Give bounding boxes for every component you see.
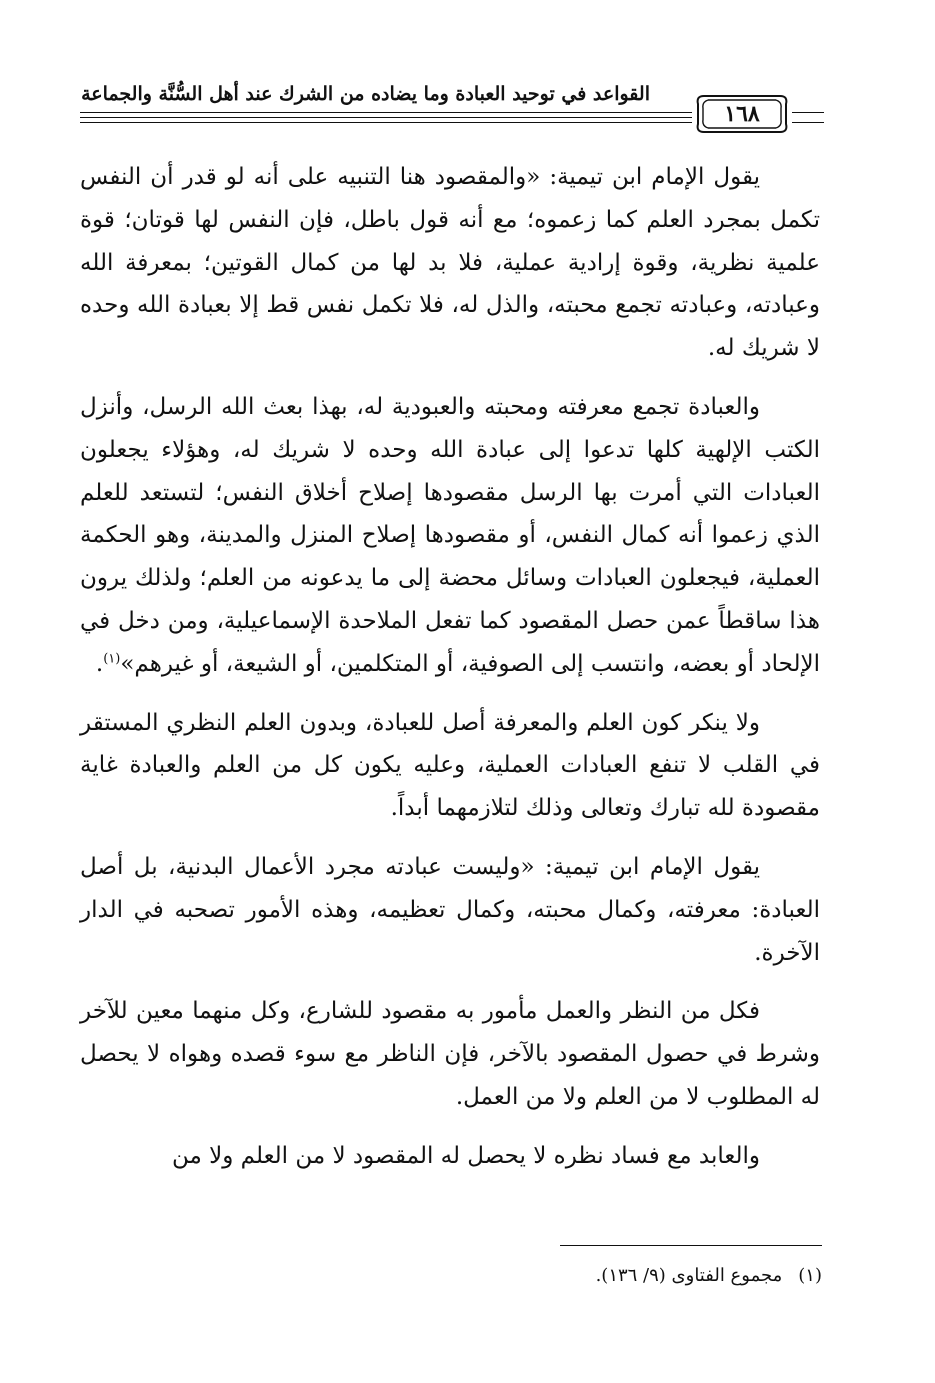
paragraph-end-mark: . (95, 650, 104, 677)
paragraph: ولا ينكر كون العلم والمعرفة أصل للعبادة، وبدون العلم النظري المستقر في القلب لا تنفع العبادات العملية، وعليه يكون كل من العلم والعبادة غاية مقصودة لله تبارك وتعالى وذلك لتلازمهما أبداً. (80, 709, 820, 822)
paragraph: فكل من النظر والعمل مأمور به مقصود للشارع، وكل منهما معين للآخر وشرط في حصول المقصود بالآخر، فإن الناظر مع سوء قصده وهواه لا يحصل له المطلوب لا من العلم ولا من العمل. (80, 998, 820, 1110)
header-rule (80, 122, 692, 123)
paragraph: يقول الإمام ابن تيمية: «وليست عبادته مجرد الأعمال البدنية، بل أصل العبادة: معرفته، وكمال محبته، وكمال تعظيمه، وهذه الأمور تصحبه في الدار الآخرة. (80, 853, 820, 966)
paragraph: والعابد مع فساد نظره لا يحصل له المقصود لا من العلم ولا من (171, 1142, 760, 1169)
header-rule-end (792, 122, 824, 123)
footnote-text: مجموع الفتاوى (٩/ ١٣٦). (595, 1265, 783, 1286)
running-title: القواعد في توحيد العبادة وما يضاده من الشرك عند أهل السُّنَّة والجماعة (81, 83, 650, 105)
footnote-reference: (١) (103, 651, 121, 667)
page-number: ١٦٨ (724, 101, 760, 127)
header-rule (80, 112, 692, 113)
header-rule-end (792, 112, 824, 113)
paragraph (80, 386, 820, 686)
footnote-separator (560, 1245, 822, 1246)
header-rule (80, 117, 692, 118)
paragraph: يقول الإمام ابن تيمية: «والمقصود هنا التنبيه على أنه لو قدر أن النفس تكمل بمجرد العلم كما زعموه؛ مع أنه قول باطل، فإن النفس لها قوتان؛ قوة علمية نظرية، وقوة إرادية عملية، فلا بد لها من كمال القوتين؛ بمعرفة الله وعبادته، وعبادته تجمع محبته، والذل له، فلا تكمل نفس قط إلا بعبادة الله وحده لا شريك له. (80, 164, 820, 362)
paragraph-text: والعبادة تجمع معرفته ومحبته والعبودية له، بهذا بعث الله الرسل، وأنزل الكتب الإلهية كلها تدعوا إلى عبادة الله وحده لا شريك له، وهؤلاء يجعلون العبادات التي أمرت بها الرسل مقصودها إصلاح أخلاق النفس؛ لتستعد للعلم الذي زعموا أنه كمال النفس، أو مقصودها إصلاح المنزل والمدينة، وهو الحكمة العملية، فيجعلون العبادات وسائل محضة إلى ما يدعونه من العلم؛ ولذلك يرون هذا ساقطاً عمن حصل المقصود كما تفعل الملاحدة الإسماعيلية، ومن دخل في الإلحاد أو بعضه، وانتسب إلى الصوفية، أو المتكلمين، أو الشيعة، أو غيرهم» (80, 393, 820, 677)
main-text (80, 156, 820, 1194)
footnote-mark: (١) (798, 1265, 822, 1286)
footnote (420, 1262, 822, 1290)
page-number-frame (694, 92, 790, 136)
